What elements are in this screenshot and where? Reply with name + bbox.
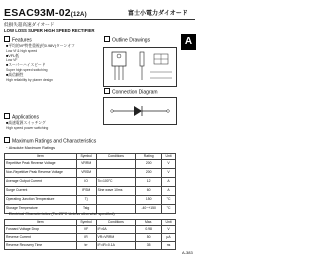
square-icon <box>4 113 10 119</box>
page-number: A-383 <box>182 250 193 255</box>
ratings-table <box>4 153 176 214</box>
column-header: Conditions <box>96 220 136 226</box>
feature-en: Low VF <box>6 58 18 63</box>
ratings-note: ・Absolute Maximum Ratings <box>5 146 56 150</box>
table-row: Reverse Recovery Time trr IF=IR=0.1A 35 ns <box>5 242 176 250</box>
subtitle-jp: 低損失超高速ダイオード <box>4 22 55 27</box>
applications-list <box>6 121 48 131</box>
electrical-note: ・Electrical Characteristics (Ta=25°C Unless otherwise specified) <box>5 212 115 216</box>
feature-en: High reliability by planer design <box>6 77 53 82</box>
square-icon <box>4 36 10 42</box>
feature-jp: ■VFL低 <box>6 53 20 58</box>
feature-en: Low Vf & high speed <box>6 48 38 53</box>
table-row: Average Output Current IO Tc=100°C 12 A <box>5 178 176 187</box>
brand-name: 富士小電力ダイオード <box>128 11 188 17</box>
table-row: Reverse Current IR VR=VRRM 50 μA <box>5 234 176 242</box>
square-icon <box>104 88 110 94</box>
application-en: High speed power switching <box>6 125 49 130</box>
ratings-heading: Maximum Ratings and Characteristics <box>4 137 96 145</box>
features-heading: Features <box>4 36 32 44</box>
subtitle-en: LOW LOSS SUPER HIGH SPEED RECTIFIER <box>4 28 95 33</box>
table-row: Forward Voltage Drop VF IF=6A 0.98 V <box>5 226 176 234</box>
column-header: Unit <box>162 154 176 160</box>
features-list <box>6 44 75 82</box>
feature-en: Super high speed switching <box>6 67 48 72</box>
column-header: Unit <box>162 220 176 226</box>
table-row: Operating Junction Temperature Tj 150 °C <box>5 196 176 205</box>
square-icon <box>104 36 110 42</box>
outline-heading: Outline Drawings <box>104 36 150 44</box>
feature-jp: ■高信頼性 <box>6 72 24 77</box>
column-header: Item <box>5 220 77 226</box>
table-row: Storage Temperature Tstg -40~+150 °C <box>5 205 176 214</box>
feature-jp: ■平均的VF特性重視(約0.98V)ターンオフ <box>6 44 75 48</box>
table-row: Surge Current IFSM Sine wave 10ms 60 A <box>5 187 176 196</box>
part-number: ESAC93M-02 <box>4 7 71 19</box>
connection-heading: Connection Diagram <box>104 88 158 96</box>
column-header: Conditions <box>96 154 136 160</box>
outline-drawing <box>103 47 177 87</box>
feature-jp: ■スーパーハイスピード <box>6 63 46 68</box>
column-header: Symbol <box>76 154 96 160</box>
connection-diagram <box>103 97 177 125</box>
column-header: Rating <box>136 154 162 160</box>
part-suffix: (12A) <box>70 12 87 18</box>
table-row: Repetitive Peak Reverse Voltage VRRM 200 V <box>5 160 176 169</box>
column-header: Max. <box>136 220 162 226</box>
electrical-table <box>4 219 176 250</box>
applications-heading: Applications <box>4 113 39 121</box>
column-header: Symbol <box>76 220 96 226</box>
package-drawing-icon <box>104 48 176 86</box>
table-row: Non-Repetitive Peak Reverse Voltage VRSM 200 V <box>5 169 176 178</box>
square-icon <box>4 137 10 143</box>
diode-symbol-icon <box>104 98 176 124</box>
header-rule <box>3 19 195 20</box>
column-header: Item <box>5 154 77 160</box>
section-tab: A <box>181 34 196 50</box>
application-jp: ■高速電源スイッチング <box>6 121 46 125</box>
part-number-title <box>4 7 87 19</box>
